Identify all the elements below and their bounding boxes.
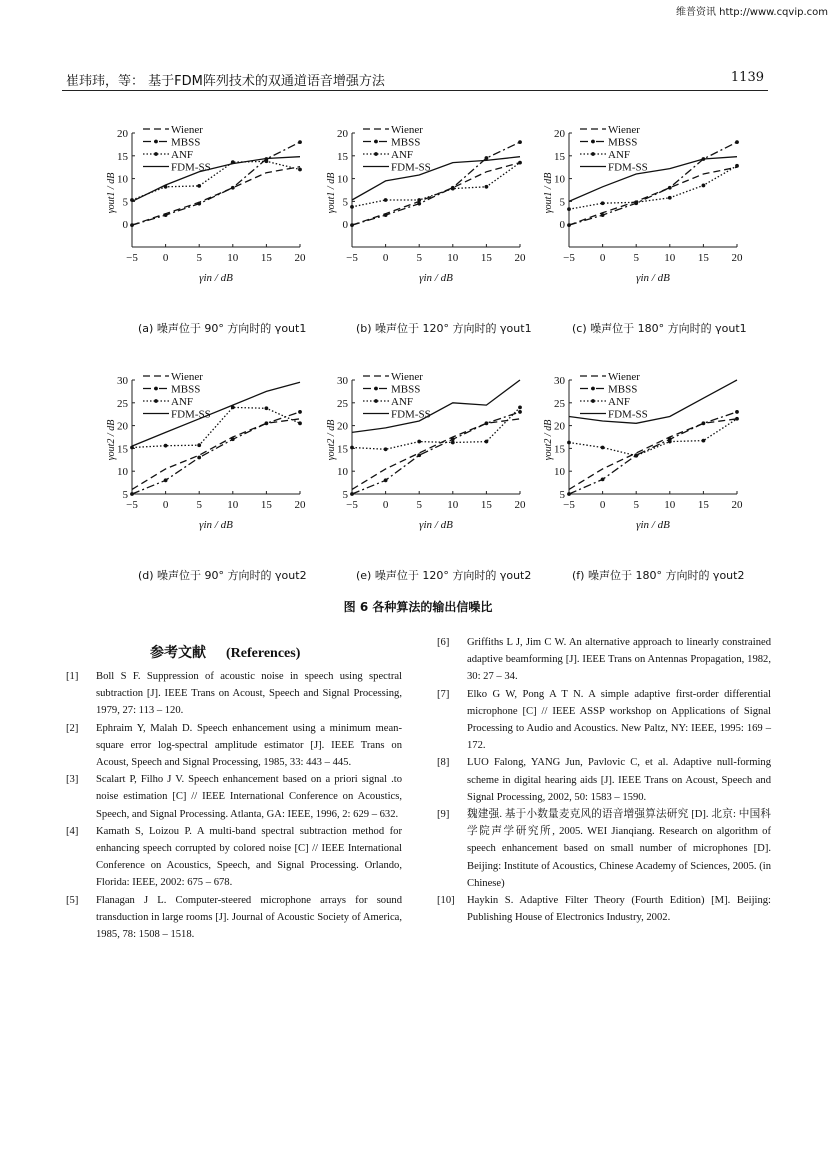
legend-label-fdm-ss: FDM-SS bbox=[391, 408, 431, 421]
x-tick-label: 5 bbox=[633, 499, 639, 511]
caption-f: (f) 噪声位于 180° 方向时的 γout2 bbox=[572, 569, 745, 582]
data-point-anf bbox=[485, 440, 489, 444]
series-line-mbss bbox=[132, 412, 300, 494]
reference-item bbox=[437, 892, 771, 926]
reference-item bbox=[437, 634, 771, 686]
data-point-anf bbox=[485, 185, 489, 189]
data-point-anf bbox=[417, 440, 421, 444]
caption-e: (e) 噪声位于 120° 方向时的 γout2 bbox=[356, 569, 532, 582]
data-point-anf bbox=[668, 196, 672, 200]
reference-text: Kamath S, Loizou P. A multi-band spectral subtraction method for enhancing speech corrupted by colored noise [C] // IEEE International Conference on Acoustics, Speech, and Signal Processing. Orlando, Florida: IEEE, 2002: 675 – 678. bbox=[96, 825, 402, 889]
legend-label-wiener: Wiener bbox=[171, 371, 203, 383]
y-tick-label: 5 bbox=[122, 489, 128, 501]
watermark: 维普资讯 http://www.cqvip.com bbox=[675, 7, 828, 18]
series-line-mbss bbox=[569, 412, 737, 494]
data-point-mbss bbox=[485, 421, 489, 425]
x-tick-label: −5 bbox=[563, 252, 575, 264]
data-point-mbss bbox=[518, 410, 522, 414]
y-axis-label: γout1 / dB bbox=[106, 172, 117, 214]
legend-label-fdm-ss: FDM-SS bbox=[171, 408, 211, 421]
y-tick-label: 5 bbox=[559, 196, 565, 209]
x-tick-label: −5 bbox=[126, 252, 138, 264]
y-tick-label: 15 bbox=[337, 443, 348, 456]
references-left-column bbox=[66, 668, 402, 943]
x-tick-label: 0 bbox=[382, 499, 389, 511]
reference-number: [8] bbox=[437, 757, 450, 769]
reference-number: [3] bbox=[66, 774, 79, 786]
y-tick-label: 15 bbox=[554, 443, 565, 456]
data-point-mbss bbox=[350, 223, 354, 227]
legend-label-mbss: MBSS bbox=[171, 136, 201, 149]
data-point-anf bbox=[702, 184, 706, 188]
series-line-wiener bbox=[132, 419, 300, 490]
x-tick-label: 0 bbox=[162, 252, 169, 264]
x-tick-label: 15 bbox=[260, 499, 272, 511]
legend-label-wiener: Wiener bbox=[608, 124, 640, 136]
data-point-anf bbox=[417, 198, 421, 202]
legend-marker bbox=[154, 387, 158, 391]
x-tick-label: 20 bbox=[514, 499, 526, 511]
references-title-cn: 参考文献 bbox=[150, 645, 206, 661]
data-point-mbss bbox=[197, 202, 201, 206]
data-point-anf bbox=[265, 406, 269, 410]
data-point-mbss bbox=[384, 478, 388, 482]
y-axis-label: γout2 / dB bbox=[106, 419, 117, 461]
reference-item bbox=[66, 771, 402, 823]
data-point-mbss bbox=[130, 492, 134, 496]
reference-text: Scalart P, Filho J V. Speech enhancement based on a priori signal .to noise estimation [C] // IEEE International Conference on Acoustics, Speech, and Signal Processing. Atlanta, GA: IEEE, 1996, 2: 629 – 632. bbox=[96, 774, 402, 820]
data-point-mbss bbox=[735, 140, 739, 144]
data-point-mbss bbox=[518, 140, 522, 144]
running-header: 崔玮玮，等： 基于FDM阵列技术的双通道语音增强方法 bbox=[66, 74, 385, 89]
y-tick-label: 30 bbox=[117, 375, 128, 387]
y-tick-label: 10 bbox=[117, 173, 128, 186]
y-tick-label: 10 bbox=[554, 466, 565, 479]
data-point-mbss bbox=[298, 410, 302, 414]
data-point-anf bbox=[265, 159, 269, 163]
data-point-mbss bbox=[702, 421, 706, 425]
data-point-anf bbox=[384, 198, 388, 202]
y-tick-label: 15 bbox=[337, 150, 348, 163]
series-line-fdm-ss bbox=[132, 382, 300, 446]
x-tick-label: 5 bbox=[196, 252, 202, 264]
y-tick-label: 10 bbox=[117, 466, 128, 479]
y-tick-label: 15 bbox=[554, 150, 565, 163]
chart-c bbox=[537, 120, 767, 300]
legend-label-anf: ANF bbox=[171, 396, 194, 408]
x-tick-label: 5 bbox=[416, 252, 422, 264]
x-tick-label: 10 bbox=[447, 499, 459, 511]
x-axis-label: γin / dB bbox=[419, 272, 453, 284]
data-point-anf bbox=[702, 439, 706, 443]
x-tick-label: 15 bbox=[260, 252, 272, 264]
reference-item bbox=[437, 686, 771, 755]
x-tick-label: 10 bbox=[664, 252, 676, 264]
series-line-wiener bbox=[569, 167, 737, 225]
y-tick-label: 10 bbox=[337, 173, 348, 186]
y-tick-label: 20 bbox=[117, 420, 128, 433]
legend-label-anf: ANF bbox=[391, 149, 414, 161]
x-tick-label: −5 bbox=[346, 499, 358, 511]
legend-label-wiener: Wiener bbox=[171, 124, 203, 136]
data-point-mbss bbox=[601, 213, 605, 217]
data-point-mbss bbox=[485, 156, 489, 160]
data-point-anf bbox=[634, 454, 638, 458]
data-point-mbss bbox=[350, 492, 354, 496]
chart-e bbox=[320, 367, 550, 552]
data-point-mbss bbox=[231, 186, 235, 190]
y-tick-label: 15 bbox=[117, 150, 128, 163]
legend-marker bbox=[154, 140, 158, 144]
series-line-wiener bbox=[569, 419, 737, 490]
legend-marker bbox=[154, 399, 158, 403]
legend-marker bbox=[154, 152, 158, 156]
caption-c: (c) 噪声位于 180° 方向时的 γout1 bbox=[572, 322, 747, 335]
x-axis-label: γin / dB bbox=[419, 519, 453, 531]
y-tick-label: 15 bbox=[117, 443, 128, 456]
x-tick-label: −5 bbox=[126, 499, 138, 511]
x-tick-label: 20 bbox=[294, 499, 306, 511]
reference-number: [6] bbox=[437, 637, 450, 648]
caption-a: (a) 噪声位于 90° 方向时的 γout1 bbox=[138, 322, 307, 335]
y-tick-label: 25 bbox=[554, 397, 565, 410]
y-tick-label: 0 bbox=[122, 219, 128, 232]
reference-number: [4] bbox=[66, 825, 79, 837]
y-tick-label: 0 bbox=[342, 219, 348, 232]
legend-marker bbox=[374, 152, 378, 156]
y-tick-label: 5 bbox=[342, 489, 348, 501]
reference-number: [9] bbox=[437, 809, 450, 821]
data-point-anf bbox=[298, 421, 302, 425]
y-tick-label: 20 bbox=[337, 420, 348, 433]
x-tick-label: 5 bbox=[416, 499, 422, 511]
x-tick-label: 10 bbox=[227, 252, 239, 264]
data-point-mbss bbox=[298, 140, 302, 144]
y-tick-label: 5 bbox=[342, 196, 348, 209]
legend-label-fdm-ss: FDM-SS bbox=[608, 161, 648, 174]
data-point-mbss bbox=[384, 213, 388, 217]
x-tick-label: 0 bbox=[599, 252, 606, 264]
reference-item bbox=[66, 823, 402, 892]
series-line-fdm-ss bbox=[352, 157, 520, 200]
series-line-wiener bbox=[132, 167, 300, 225]
x-tick-label: 20 bbox=[294, 252, 306, 264]
header-rule bbox=[62, 90, 768, 91]
data-point-anf bbox=[601, 446, 605, 450]
data-point-mbss bbox=[164, 478, 168, 482]
legend-marker bbox=[374, 140, 378, 144]
legend-label-mbss: MBSS bbox=[391, 136, 421, 149]
legend-label-wiener: Wiener bbox=[391, 124, 423, 136]
legend-label-mbss: MBSS bbox=[608, 383, 638, 396]
reference-number: [5] bbox=[66, 894, 79, 906]
data-point-anf bbox=[601, 201, 605, 205]
data-point-mbss bbox=[164, 213, 168, 217]
x-tick-label: 15 bbox=[480, 499, 492, 511]
data-point-mbss bbox=[417, 453, 421, 457]
caption-d: (d) 噪声位于 90° 方向时的 γout2 bbox=[138, 569, 307, 582]
legend-label-mbss: MBSS bbox=[608, 136, 638, 149]
data-point-mbss bbox=[601, 478, 605, 482]
legend-marker bbox=[591, 399, 595, 403]
y-tick-label: 20 bbox=[554, 420, 565, 433]
legend-marker bbox=[374, 387, 378, 391]
reference-text: LUO Falong, YANG Jun, Pavlovic C, et al. Adaptive null-forming scheme in digital hearing aids [J]. IEEE Trans on Acoust, Speech and Signal Processing, 2002, 50: 1583 – 1590. bbox=[467, 757, 771, 803]
legend-marker bbox=[591, 140, 595, 144]
legend-label-anf: ANF bbox=[608, 149, 631, 161]
reference-number: [1] bbox=[66, 671, 79, 682]
data-point-anf bbox=[567, 207, 571, 211]
legend-label-fdm-ss: FDM-SS bbox=[608, 408, 648, 421]
y-tick-label: 5 bbox=[559, 489, 565, 501]
x-axis-label: γin / dB bbox=[636, 272, 670, 284]
y-axis-label: γout1 / dB bbox=[543, 172, 554, 214]
reference-item bbox=[66, 892, 402, 944]
references-heading bbox=[150, 642, 300, 662]
chart-a bbox=[100, 120, 330, 300]
x-tick-label: 10 bbox=[664, 499, 676, 511]
data-point-anf bbox=[384, 447, 388, 451]
x-tick-label: 20 bbox=[731, 499, 743, 511]
legend-marker bbox=[591, 152, 595, 156]
data-point-anf bbox=[634, 200, 638, 204]
x-axis-label: γin / dB bbox=[636, 519, 670, 531]
y-tick-label: 0 bbox=[559, 219, 565, 232]
data-point-anf bbox=[518, 161, 522, 165]
data-point-mbss bbox=[735, 410, 739, 414]
y-tick-label: 20 bbox=[337, 128, 348, 140]
x-axis-label: γin / dB bbox=[199, 272, 233, 284]
x-tick-label: 5 bbox=[633, 252, 639, 264]
reference-text: Boll S F. Suppression of acoustic noise in speech using spectral subtraction [J]. IEEE Trans on Acoust, Speech and Signal Processing, 1979, 27: 113 – 120. bbox=[96, 671, 402, 717]
references-right-column bbox=[437, 634, 771, 926]
series-line-mbss bbox=[352, 412, 520, 494]
references-title-en: (References) bbox=[226, 646, 301, 661]
legend-label-anf: ANF bbox=[391, 396, 414, 408]
data-point-anf bbox=[735, 164, 739, 168]
y-tick-label: 25 bbox=[117, 397, 128, 410]
data-point-mbss bbox=[417, 202, 421, 206]
data-point-anf bbox=[298, 168, 302, 172]
legend-label-fdm-ss: FDM-SS bbox=[391, 161, 431, 174]
data-point-mbss bbox=[130, 223, 134, 227]
reference-item bbox=[66, 668, 402, 720]
series-line-wiener bbox=[352, 163, 520, 226]
reference-number: [10] bbox=[437, 895, 455, 907]
y-tick-label: 30 bbox=[337, 375, 348, 387]
x-tick-label: 15 bbox=[697, 499, 709, 511]
data-point-anf bbox=[567, 441, 571, 445]
x-tick-label: 20 bbox=[514, 252, 526, 264]
legend-marker bbox=[374, 399, 378, 403]
reference-number: [7] bbox=[437, 688, 450, 700]
data-point-anf bbox=[518, 405, 522, 409]
x-tick-label: 15 bbox=[480, 252, 492, 264]
series-line-anf bbox=[569, 419, 737, 456]
reference-text: Griffiths L J, Jim C W. An alternative approach to linearly constrained adaptive beamforming [J]. IEEE Trans on Antennas Propagation, 1982, 30: 27 – 34. bbox=[467, 637, 771, 683]
y-tick-label: 5 bbox=[122, 196, 128, 209]
x-tick-label: 15 bbox=[697, 252, 709, 264]
reference-item bbox=[437, 806, 771, 892]
legend-label-wiener: Wiener bbox=[391, 371, 423, 383]
data-point-anf bbox=[451, 441, 455, 445]
reference-text: Ephraim Y, Malah D. Speech enhancement using a minimum mean-square error log-spectral amplitude estimator [J]. IEEE Trans on Acoust, Speech and Signal Processing, 1985, 33: 443 – 445. bbox=[96, 722, 402, 769]
page-number: 1139 bbox=[730, 70, 764, 85]
legend-label-fdm-ss: FDM-SS bbox=[171, 161, 211, 174]
x-tick-label: 5 bbox=[196, 499, 202, 511]
legend-label-wiener: Wiener bbox=[608, 371, 640, 383]
y-axis-label: γout2 / dB bbox=[326, 419, 337, 461]
caption-b: (b) 噪声位于 120° 方向时的 γout1 bbox=[356, 322, 532, 335]
x-axis-label: γin / dB bbox=[199, 519, 233, 531]
y-axis-label: γout2 / dB bbox=[543, 419, 554, 461]
data-point-anf bbox=[350, 205, 354, 209]
x-tick-label: 0 bbox=[599, 499, 606, 511]
series-line-anf bbox=[569, 166, 737, 209]
chart-b bbox=[320, 120, 550, 300]
data-point-anf bbox=[735, 417, 739, 421]
legend-marker bbox=[591, 387, 595, 391]
y-axis-label: γout1 / dB bbox=[326, 172, 337, 214]
x-tick-label: 20 bbox=[731, 252, 743, 264]
reference-item bbox=[437, 754, 771, 806]
y-tick-label: 20 bbox=[117, 128, 128, 140]
reference-text: 魏建强. 基于小数量麦克风的语音增强算法研究 [D]. 北京: 中国科学院声学研究所, 2005. WEI Jianqiang. Research on algorithm of speech enhancement based on small number of microphones [D]. Beijing: Institute of Acoustics, Chinese Academy of Sciences, 2005. (in Chinese) bbox=[467, 809, 771, 889]
reference-number: [2] bbox=[66, 722, 79, 734]
data-point-anf bbox=[164, 444, 168, 448]
reference-text: Elko G W, Pong A T N. A simple adaptive first-order differential microphone [C] // IEEE ASSP workshop on Applications of Signal Processing to Audio and Acoustics. New Paltz, NY: IEEE, 1995: 169 – 172. bbox=[467, 688, 771, 752]
data-point-mbss bbox=[668, 186, 672, 190]
x-tick-label: 10 bbox=[447, 252, 459, 264]
reference-text: Flanagan J L. Computer-steered microphone arrays for sound transduction in large rooms [J]. Journal of Acoustic Society of America, 1985, 78: 1508 – 1518. bbox=[96, 894, 402, 941]
chart-d bbox=[100, 367, 330, 552]
y-tick-label: 30 bbox=[554, 375, 565, 387]
data-point-anf bbox=[350, 446, 354, 450]
data-point-mbss bbox=[197, 456, 201, 460]
y-tick-label: 10 bbox=[554, 173, 565, 186]
y-tick-label: 25 bbox=[337, 397, 348, 410]
reference-text: Haykin S. Adaptive Filter Theory (Fourth Edition) [M]. Beijing: Publishing House of Electronics Industry, 2002. bbox=[467, 895, 771, 924]
chart-f bbox=[537, 367, 767, 552]
y-tick-label: 10 bbox=[337, 466, 348, 479]
data-point-anf bbox=[197, 443, 201, 447]
x-tick-label: 0 bbox=[382, 252, 389, 264]
x-tick-label: 0 bbox=[162, 499, 169, 511]
data-point-mbss bbox=[567, 223, 571, 227]
data-point-anf bbox=[668, 440, 672, 444]
data-point-anf bbox=[197, 184, 201, 188]
data-point-anf bbox=[451, 187, 455, 191]
legend-label-mbss: MBSS bbox=[171, 383, 201, 396]
legend-label-mbss: MBSS bbox=[391, 383, 421, 396]
figure-title: 图 6 各种算法的输出信噪比 bbox=[343, 600, 493, 614]
data-point-mbss bbox=[231, 437, 235, 441]
data-point-mbss bbox=[265, 421, 269, 425]
x-tick-label: −5 bbox=[346, 252, 358, 264]
data-point-mbss bbox=[567, 492, 571, 496]
legend-label-anf: ANF bbox=[171, 149, 194, 161]
y-tick-label: 20 bbox=[554, 128, 565, 140]
x-tick-label: 10 bbox=[227, 499, 239, 511]
legend-label-anf: ANF bbox=[608, 396, 631, 408]
reference-item bbox=[66, 720, 402, 772]
x-tick-label: −5 bbox=[563, 499, 575, 511]
